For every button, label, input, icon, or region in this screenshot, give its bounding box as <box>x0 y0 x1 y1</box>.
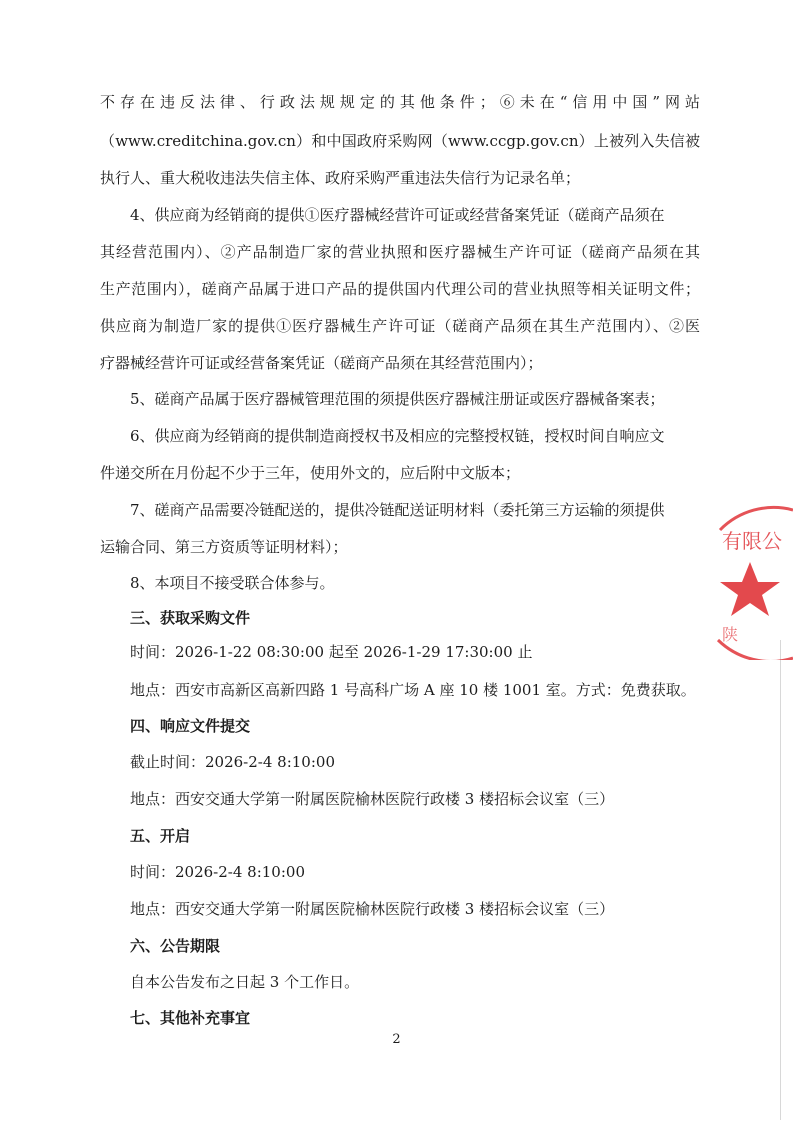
text-line: 地点：西安市高新区高新四路 1 号高科广场 A 座 10 楼 1001 室。方式：免费获取。 <box>130 681 696 699</box>
page-number: 2 <box>392 1032 401 1047</box>
svg-text:有限公: 有限公 <box>722 529 782 553</box>
svg-text:陕: 陕 <box>722 625 739 644</box>
text-line: 供应商为制造厂家的提供①医疗器械生产许可证（磋商产品须在其生产范围内）、②医 <box>100 317 700 335</box>
text-line: 不存在违反法律、行政法规规定的其他条件；⑥未在“信用中国”网站 <box>100 93 700 111</box>
company-seal-icon <box>700 500 793 660</box>
section-heading: 五、开启 <box>130 827 191 845</box>
text-line: 截止时间：2026-2-4 8:10:00 <box>130 753 335 771</box>
text-line: 疗器械经营许可证或经营备案凭证（磋商产品须在其经营范围内）； <box>100 354 543 372</box>
section-heading: 七、其他补充事宜 <box>130 1009 251 1027</box>
text-line: 8、本项目不接受联合体参与。 <box>130 574 335 592</box>
section-heading: 四、响应文件提交 <box>130 717 251 735</box>
text-line: 地点：西安交通大学第一附属医院榆林医院行政楼 3 楼招标会议室（三） <box>130 790 615 808</box>
text-line: 6、供应商为经销商的提供制造商授权书及相应的完整授权链，授权时间自响应文 <box>130 427 665 445</box>
text-line: 7、磋商产品需要冷链配送的，提供冷链配送证明材料（委托第三方运输的须提供 <box>130 501 665 519</box>
section-heading: 六、公告期限 <box>130 937 221 955</box>
section-heading: 三、获取采购文件 <box>130 609 251 627</box>
text-line: 4、供应商为经销商的提供①医疗器械经营许可证或经营备案凭证（磋商产品须在 <box>130 206 665 224</box>
text-line: 其经营范围内）、②产品制造厂家的营业执照和医疗器械生产许可证（磋商产品须在其 <box>100 243 700 261</box>
text-line: 件递交所在月份起不少于三年，使用外文的，应后附中文版本； <box>100 464 521 482</box>
text-line: 时间：2026-1-22 08:30:00 起至 2026-1-29 17:30:00 止 <box>130 643 533 661</box>
page-edge-line <box>780 640 781 1120</box>
text-line: 自本公告发布之日起 3 个工作日。 <box>130 973 360 991</box>
text-line: 5、磋商产品属于医疗器械管理范围的须提供医疗器械注册证或医疗器械备案表； <box>130 390 665 408</box>
text-line: 地点：西安交通大学第一附属医院榆林医院行政楼 3 楼招标会议室（三） <box>130 900 615 918</box>
text-line: 时间：2026-2-4 8:10:00 <box>130 863 305 881</box>
text-line: 运输合同、第三方资质等证明材料）； <box>100 538 348 556</box>
text-line: （www.creditchina.gov.cn）和中国政府采购网（www.ccgp.gov.cn）上被列入失信被 <box>100 132 700 150</box>
text-line: 生产范围内），磋商产品属于进口产品的提供国内代理公司的营业执照等相关证明文件； <box>100 280 700 298</box>
text-line: 执行人、重大税收违法失信主体、政府采购严重违法失信行为记录名单； <box>100 169 581 187</box>
